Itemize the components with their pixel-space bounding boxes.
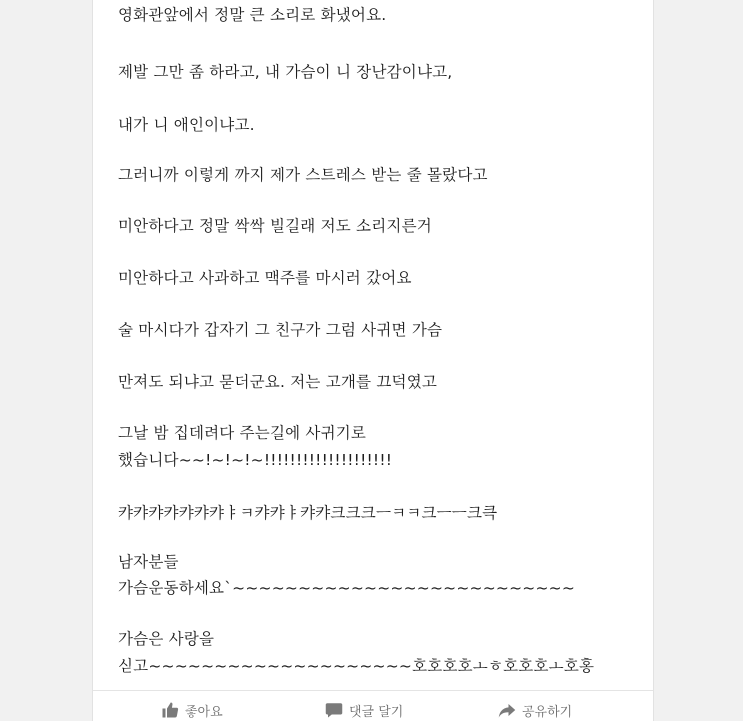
post-line: 했습니다~~!~!~!~!!!!!!!!!!!!!!!!!!!! xyxy=(118,451,393,469)
post-line: 미안하다고 정말 싹싹 빌길래 저도 소리지른거 xyxy=(118,217,432,235)
post-line: 그러니까 이렇게 까지 제가 스트레스 받는 줄 몰랐다고 xyxy=(118,166,488,184)
post-card xyxy=(92,0,654,721)
post-line: 만져도 되냐고 묻더군요. 저는 고개를 끄덕였고 xyxy=(118,373,438,391)
comment-label: 댓글 달기 xyxy=(349,704,404,720)
post-line: 내가 니 애인이냐고. xyxy=(118,116,255,134)
like-button[interactable] xyxy=(161,699,223,721)
post-line: 미안하다고 사과하고 맥주를 마시러 갔어요 xyxy=(118,269,412,287)
post-action-bar xyxy=(93,690,653,721)
post-line: 술 마시다가 갑자기 그 친구가 그럼 사귀면 가슴 xyxy=(118,321,443,339)
share-arrow-icon xyxy=(498,701,516,719)
comment-icon xyxy=(325,701,343,719)
post-line: 영화관앞에서 정말 큰 소리로 화냈어요. xyxy=(118,6,387,24)
share-label: 공유하기 xyxy=(522,704,573,720)
post-line: 싣고~~~~~~~~~~~~~~~~~~~~호호호호ㅗㅎ호호호ㅗ호홍 xyxy=(118,657,595,675)
thumbs-up-icon xyxy=(161,701,179,719)
post-line: 캬캬캬캬캬캬캬ㅑㅋ캬캬ㅑ캬캬크크크ㅡㅋㅋ크ㅡㅡ크큭 xyxy=(118,504,498,522)
comment-button[interactable] xyxy=(325,699,403,721)
share-button[interactable] xyxy=(498,699,572,721)
post-line: 가슴운동하세요`~~~~~~~~~~~~~~~~~~~~~~~~~~ xyxy=(118,579,576,597)
post-line: 가슴은 사랑을 xyxy=(118,630,215,648)
post-line: 남자분들 xyxy=(118,553,179,571)
like-label: 좋아요 xyxy=(185,704,223,720)
post-line: 그날 밤 집데려다 주는길에 사귀기로 xyxy=(118,424,367,442)
post-line: 제발 그만 좀 하라고, 내 가슴이 니 장난감이냐고, xyxy=(118,63,453,81)
